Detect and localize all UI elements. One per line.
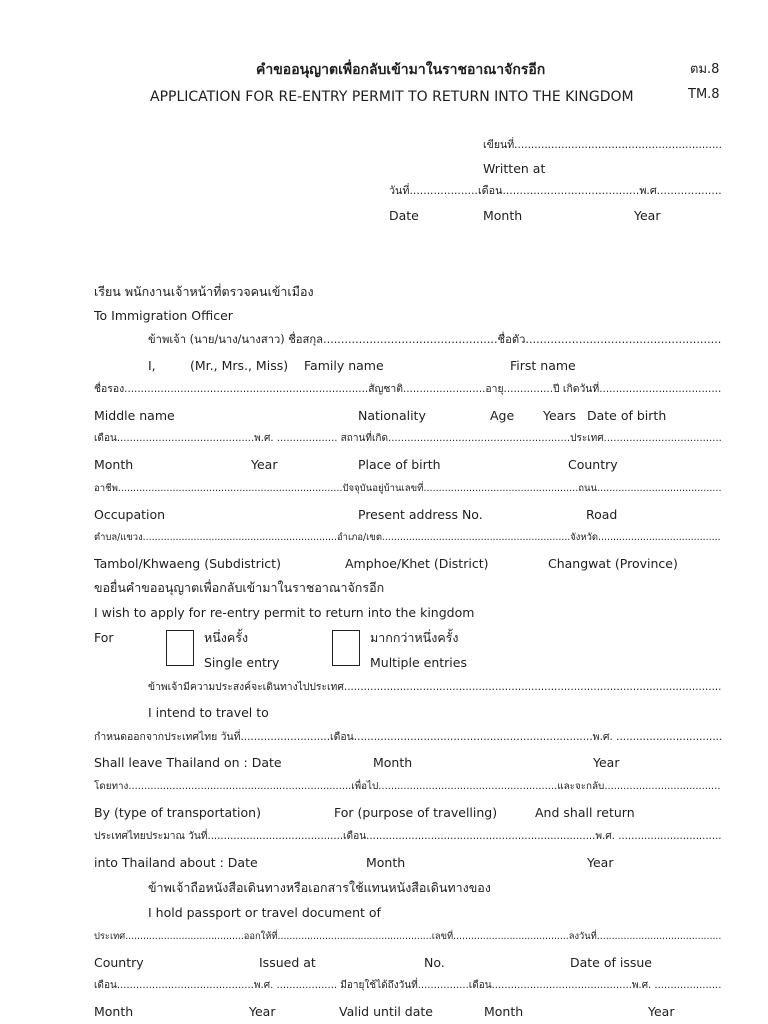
- valid-year-label: Year: [648, 1004, 675, 1019]
- multiple-entries-checkbox[interactable]: [332, 630, 360, 666]
- leave-month-label: Month: [373, 755, 413, 770]
- birth-country-label: Country: [568, 457, 618, 472]
- road-label: Road: [586, 507, 618, 522]
- issue-month-label: Month: [94, 1004, 134, 1019]
- occupation-label: Occupation: [94, 507, 166, 522]
- district-label: Amphoe/Khet (District): [345, 556, 489, 571]
- birth-year-label: Year: [251, 457, 278, 472]
- i-label: I,: [148, 358, 156, 373]
- multiple-entries-thai: มากกว่าหนึ่งครั้ง: [370, 630, 459, 645]
- issued-at-label: Issued at: [259, 955, 316, 970]
- transport-label: By (type of transportation): [94, 805, 261, 820]
- middle-name-label: Middle name: [94, 408, 175, 423]
- subdistrict-label: Tambol/Khwaeng (Subdistrict): [94, 556, 281, 571]
- for-label: For: [94, 630, 114, 645]
- years-label: Years: [543, 408, 576, 423]
- passport-thai: ข้าพเจ้าถือหนังสือเดินทางหรือเอกสารใช้แทนหนังสือเดินทางของ: [148, 880, 491, 895]
- return-label: And shall return: [535, 805, 635, 820]
- passport-english: I hold passport or travel document of: [148, 905, 381, 920]
- middle-name-nationality-field[interactable]: ชื่อรอง..........................................................................สัญชาติ.........................อายุ...............ปี เกิดวันที่.....................................: [94, 383, 722, 395]
- request-english: I wish to apply for re-entry permit to return into the kingdom: [94, 605, 475, 620]
- single-entry-label: Single entry: [204, 655, 280, 670]
- passport-no-label: No.: [424, 955, 445, 970]
- dob-label: Date of birth: [587, 408, 667, 423]
- occupation-address-field[interactable]: อาชีพ..........................................................................ปัจจุบันอยู่บ้านเลขที่...................................................ถนน.........................................: [94, 483, 722, 494]
- nationality-label: Nationality: [358, 408, 426, 423]
- title-thai: คำขออนุญาตเพื่อกลับเข้ามาในราชอาณาจักรอีก: [256, 62, 546, 78]
- transport-purpose-field[interactable]: โดยทาง.......................................................................เพื่อไป.........................................................และจะกลับ.....................................: [94, 781, 721, 792]
- purpose-label: For (purpose of travelling): [334, 805, 498, 820]
- valid-until-label: Valid until date: [339, 1004, 433, 1019]
- request-thai: ขอยื่นคำขออนุญาตเพื่อกลับเข้ามาในราชอาณาจักรอีก: [94, 580, 385, 595]
- birth-month-label: Month: [94, 457, 134, 472]
- date-label: Date: [389, 208, 419, 223]
- date-of-issue-label: Date of issue: [570, 955, 652, 970]
- leave-date-field[interactable]: กำหนดออกจากประเทศไทย วันที่...........................เดือน........................................................................พ.ศ. ................................: [94, 731, 723, 743]
- place-of-birth-label: Place of birth: [358, 457, 441, 472]
- issue-year-label: Year: [249, 1004, 276, 1019]
- subdistrict-district-province-field[interactable]: ตำบล/แขวง.................................................................อำเภอ/เขต...............................................................จังหวัด.........................................: [94, 532, 721, 543]
- valid-month-label: Month: [484, 1004, 524, 1019]
- leave-year-label: Year: [593, 755, 620, 770]
- form-code-english: TM.8: [688, 87, 720, 102]
- title-label: (Mr., Mrs., Miss): [190, 358, 289, 373]
- first-name-label: First name: [510, 358, 576, 373]
- month-label: Month: [483, 208, 523, 223]
- single-entry-thai: หนึ่งครั้ง: [204, 630, 249, 645]
- return-date-label: into Thailand about : Date: [94, 855, 258, 870]
- destination-label: I intend to travel to: [148, 705, 269, 720]
- family-first-name-field[interactable]: ข้าพเจ้า (นาย/นาง/นางสาว) ชื่อสกุล.................................................ชื่อตัว.......................................................: [148, 333, 722, 346]
- return-month-label: Month: [366, 855, 406, 870]
- passport-validity-field[interactable]: เดือน...........................................พ.ศ. ................... มีอายุใช้ได้ถึงวันที่................เดือน............................................พ.ศ. .....................: [94, 980, 722, 991]
- written-at-field[interactable]: เขียนที่..............................................................: [483, 139, 723, 151]
- province-label: Changwat (Province): [548, 556, 678, 571]
- birth-month-place-field[interactable]: เดือน...........................................พ.ศ. ................... สถานที่เกิด.........................................................ประเทศ.....................................: [94, 433, 722, 444]
- multiple-entries-label: Multiple entries: [370, 655, 467, 670]
- year-label: Year: [634, 208, 661, 223]
- leave-date-label: Shall leave Thailand on : Date: [94, 755, 282, 770]
- addressee-english: To Immigration Officer: [94, 308, 233, 323]
- passport-country-label: Country: [94, 955, 144, 970]
- family-name-label: Family name: [304, 358, 384, 373]
- return-date-field[interactable]: ประเทศไทยประมาณ วันที่..........................................เดือน.......................................................................พ.ศ. ................................: [94, 831, 722, 842]
- return-year-label: Year: [587, 855, 614, 870]
- destination-field[interactable]: ข้าพเจ้ามีความประสงค์จะเดินทางไปประเทศ...................................................................................................................: [148, 681, 722, 693]
- address-label: Present address No.: [358, 507, 483, 522]
- single-entry-checkbox[interactable]: [166, 630, 194, 666]
- addressee-thai: เรียน พนักงานเจ้าหน้าที่ตรวจคนเข้าเมือง: [94, 284, 314, 299]
- date-field[interactable]: วันที่....................เดือน........................................พ.ศ...................: [389, 184, 722, 197]
- title-english: APPLICATION FOR RE-ENTRY PERMIT TO RETURN INTO THE KINGDOM: [150, 89, 634, 105]
- written-at-label: Written at: [483, 161, 546, 176]
- passport-details-field[interactable]: ประเทศ........................................ออกให้ที่....................................................เลขที่.......................................ลงวันที่..........................................: [94, 931, 722, 942]
- form-code-thai: ตม.8: [690, 62, 720, 77]
- age-label: Age: [490, 408, 515, 423]
